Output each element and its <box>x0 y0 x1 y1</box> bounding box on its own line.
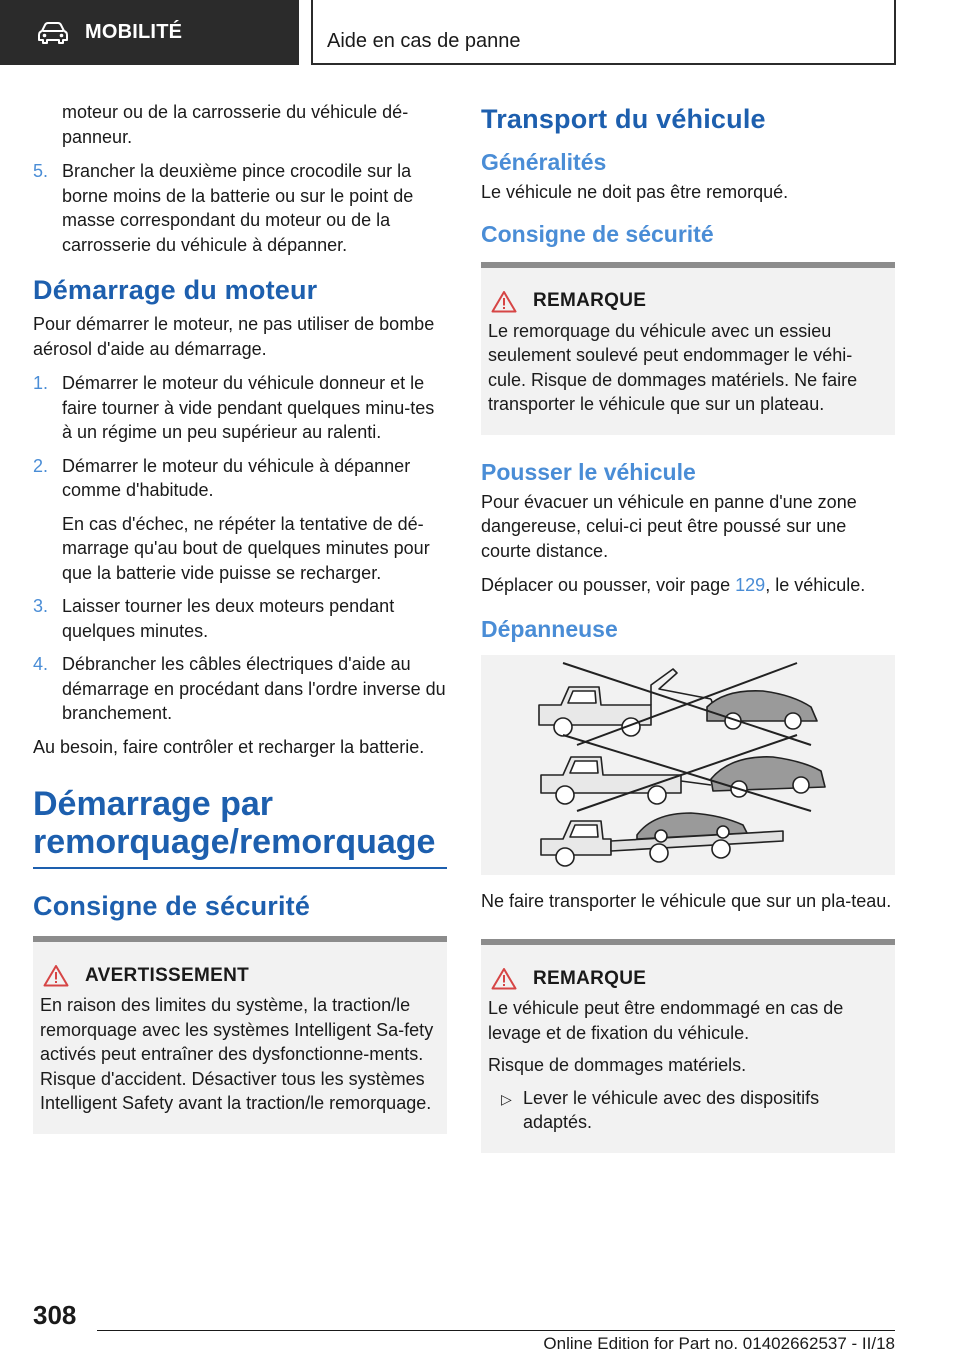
flatbed-truck <box>541 813 783 866</box>
footer-edition: Online Edition for Part no. 01402662537 - II/18 <box>543 1334 895 1353</box>
after-steps-text: Au besoin, faire contrôler et recharger la batterie. <box>33 736 425 757</box>
section-heading-safety: Consigne de sécurité <box>33 891 311 921</box>
header-section-tab[interactable] <box>0 0 299 65</box>
push-reference <box>481 573 895 598</box>
tow-truck-illustration <box>481 655 895 875</box>
note-text: Le remorquage du véhicule avec un essieu seulement soulevé peut endommager le véhi-cule. Risque de dommages matériels. Ne faire transporter le véhicule que sur un plateau. <box>488 320 858 414</box>
list-item <box>33 371 447 445</box>
tow-truck-2 <box>541 756 825 803</box>
list-text: Démarrer le moteur du véhicule donneur et le faire tourner à vide pendant quelques minu-tes à un régime un peu supérieur au ralenti. <box>62 373 435 442</box>
note-bullet <box>488 1086 888 1135</box>
subheading-push: Pousser le véhicule <box>481 458 696 485</box>
section-heading-transport: Transport du véhicule <box>481 104 766 134</box>
continued-list <box>33 159 447 257</box>
footer-divider <box>97 1330 895 1331</box>
list-item <box>33 594 447 643</box>
chapter-header <box>311 0 896 65</box>
note-box <box>481 262 895 435</box>
list-subtext: En cas d'échec, ne répéter la tentative de dé-marrage qu'au bout de quelques minutes pour que la batterie vide puisse se recharger. <box>62 513 430 583</box>
note-title-2: REMARQUE <box>533 967 647 989</box>
list-text: Démarrer le moteur du véhicule à dépanner comme d'habitude. <box>62 455 411 500</box>
left-column <box>33 100 447 1154</box>
section-heading-engine-start: Démarrage du moteur <box>33 275 318 305</box>
illustration-caption: Ne faire transporter le véhicule que sur un pla-teau. <box>481 890 892 911</box>
list-item <box>33 454 447 586</box>
note-text-2a: Le véhicule peut être endommagé en cas de levage et de fixation du véhicule. <box>488 998 844 1043</box>
list-item <box>33 652 447 726</box>
car-icon <box>38 22 68 44</box>
note-bullet-text: Lever le véhicule avec des dispositifs adaptés. <box>523 1087 820 1132</box>
list-number: 2. <box>33 455 49 476</box>
chapter-heading-towing: Démarrage par remorquage/remorquage <box>33 785 447 869</box>
note-box-2 <box>481 939 895 1153</box>
list-number: 1. <box>33 373 49 393</box>
subheading-general: Généralités <box>481 149 607 175</box>
page-link[interactable]: 129 <box>735 575 766 595</box>
list-number: 4. <box>33 654 49 674</box>
list-text: Laisser tourner les deux moteurs pendant quelques minutes. <box>62 596 395 641</box>
page-number: 308 <box>33 1300 77 1330</box>
general-text: Le véhicule ne doit pas être remorqué. <box>481 182 789 202</box>
tow-truck-1 <box>539 669 817 736</box>
subheading-safety: Consigne de sécurité <box>481 220 714 247</box>
section-label: MOBILITÉ <box>85 21 183 43</box>
warning-header <box>40 964 440 987</box>
warning-triangle-icon <box>43 964 69 987</box>
engine-start-steps <box>33 371 447 726</box>
warning-text: En raison des limites du système, la traction/le remorquage avec les systèmes Intelligent Sa-fety activés peut entraîner des dysfonctionne-ments. Risque d'accident. Désactiver tous les systèmes Intelligent Safety avant la traction/le remorquage. <box>40 995 434 1113</box>
engine-start-intro: Pour démarrer le moteur, ne pas utiliser de bombe aérosol d'aide au démarrage. <box>33 314 435 359</box>
list-number: 5. <box>33 161 49 181</box>
note-header-2 <box>488 967 888 990</box>
subheading-tow-truck: Dépanneuse <box>481 615 618 642</box>
warning-triangle-icon <box>491 967 517 990</box>
list-text: Débrancher les câbles électriques d'aide au démarrage en procédant dans l'ordre inverse du branchement. <box>62 654 446 723</box>
warning-triangle-icon <box>491 290 517 313</box>
chapter-title: Aide en cas de panne <box>327 30 521 52</box>
right-column <box>481 100 895 1173</box>
list-text: Brancher la deuxième pince crocodile sur la borne moins de la batterie ou sur le point de masse correspondant du moteur ou de la carrosserie du véhicule à dépanner. <box>62 161 414 255</box>
triangle-bullet-icon: ▷ <box>501 1090 512 1107</box>
list-item <box>33 159 447 257</box>
push-ref-after: , le véhicule. <box>765 575 866 595</box>
warning-title: AVERTISSEMENT <box>85 964 250 986</box>
note-text-2b: Risque de dommages matériels. <box>488 1055 747 1075</box>
tow-truck-drawing <box>481 655 895 875</box>
list-number: 3. <box>33 596 49 616</box>
warning-box <box>33 936 447 1134</box>
push-ref-before: Déplacer ou pousser, voir page <box>481 575 736 595</box>
push-text: Pour évacuer un véhicule en panne d'une zone dangereuse, celui-ci peut être poussé sur une courte distance. <box>481 491 857 561</box>
note-title: REMARQUE <box>533 290 647 311</box>
continued-text: moteur ou de la carrosserie du véhicule dé-panneur. <box>62 102 409 147</box>
note-header <box>488 290 888 313</box>
